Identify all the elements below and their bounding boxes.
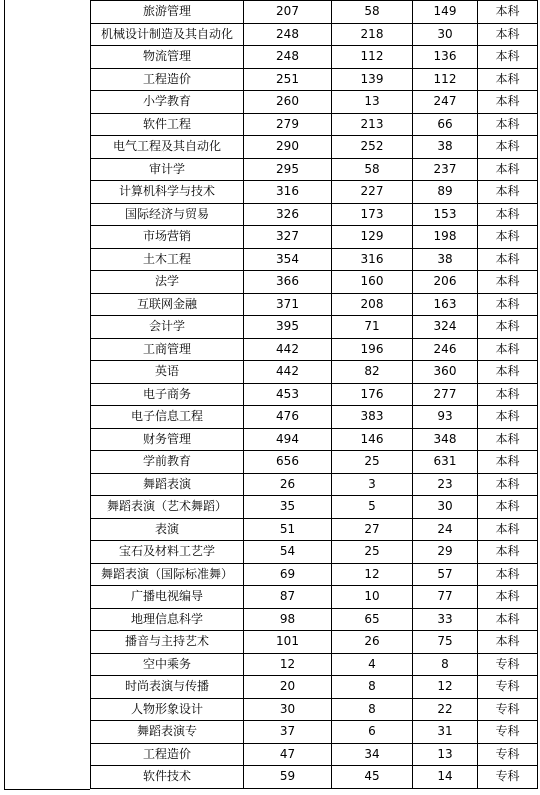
table-row	[91, 428, 538, 451]
count-a-cell: 252	[332, 136, 413, 159]
major-name-cell: 会计学	[91, 316, 244, 339]
total-count-cell: 327	[244, 226, 332, 249]
table-row	[91, 226, 538, 249]
table-row	[91, 473, 538, 496]
count-a-cell: 227	[332, 181, 413, 204]
education-level-cell: 本科	[478, 518, 538, 541]
table-row	[91, 248, 538, 271]
count-b-cell: 237	[413, 158, 478, 181]
education-level-cell: 本科	[478, 496, 538, 519]
education-level-cell: 本科	[478, 338, 538, 361]
count-a-cell: 8	[332, 676, 413, 699]
count-a-cell: 26	[332, 631, 413, 654]
count-a-cell: 45	[332, 766, 413, 789]
count-a-cell: 5	[332, 496, 413, 519]
count-b-cell: 77	[413, 586, 478, 609]
major-name-cell: 英语	[91, 361, 244, 384]
table-row	[91, 653, 538, 676]
education-level-cell: 本科	[478, 226, 538, 249]
table-row	[91, 563, 538, 586]
education-level-cell: 专科	[478, 743, 538, 766]
total-count-cell: 442	[244, 361, 332, 384]
total-count-cell: 395	[244, 316, 332, 339]
education-level-cell: 本科	[478, 203, 538, 226]
count-a-cell: 160	[332, 271, 413, 294]
merged-left-column	[4, 0, 90, 790]
total-count-cell: 248	[244, 46, 332, 69]
education-level-cell: 专科	[478, 766, 538, 789]
table-row	[91, 631, 538, 654]
education-level-cell: 专科	[478, 698, 538, 721]
education-level-cell: 本科	[478, 46, 538, 69]
total-count-cell: 442	[244, 338, 332, 361]
count-a-cell: 12	[332, 563, 413, 586]
major-name-cell: 计算机科学与技术	[91, 181, 244, 204]
table-row	[91, 361, 538, 384]
total-count-cell: 20	[244, 676, 332, 699]
count-a-cell: 34	[332, 743, 413, 766]
total-count-cell: 453	[244, 383, 332, 406]
education-level-cell: 本科	[478, 248, 538, 271]
count-b-cell: 30	[413, 496, 478, 519]
education-level-cell: 本科	[478, 113, 538, 136]
total-count-cell: 251	[244, 68, 332, 91]
count-a-cell: 58	[332, 158, 413, 181]
count-b-cell: 324	[413, 316, 478, 339]
major-name-cell: 电气工程及其自动化	[91, 136, 244, 159]
major-name-cell: 舞蹈表演（国际标准舞）	[91, 563, 244, 586]
table-row	[91, 676, 538, 699]
total-count-cell: 260	[244, 91, 332, 114]
count-b-cell: 206	[413, 271, 478, 294]
education-level-cell: 本科	[478, 428, 538, 451]
education-level-cell: 专科	[478, 676, 538, 699]
table-row	[91, 113, 538, 136]
total-count-cell: 51	[244, 518, 332, 541]
total-count-cell: 494	[244, 428, 332, 451]
education-level-cell: 本科	[478, 23, 538, 46]
education-level-cell: 本科	[478, 406, 538, 429]
count-a-cell: 58	[332, 1, 413, 24]
count-a-cell: 71	[332, 316, 413, 339]
major-name-cell: 空中乘务	[91, 653, 244, 676]
total-count-cell: 207	[244, 1, 332, 24]
education-level-cell: 本科	[478, 361, 538, 384]
table-row	[91, 46, 538, 69]
count-a-cell: 176	[332, 383, 413, 406]
count-a-cell: 27	[332, 518, 413, 541]
count-b-cell: 246	[413, 338, 478, 361]
count-b-cell: 93	[413, 406, 478, 429]
table-row	[91, 608, 538, 631]
total-count-cell: 290	[244, 136, 332, 159]
total-count-cell: 248	[244, 23, 332, 46]
count-b-cell: 13	[413, 743, 478, 766]
count-b-cell: 57	[413, 563, 478, 586]
count-b-cell: 277	[413, 383, 478, 406]
count-a-cell: 82	[332, 361, 413, 384]
count-a-cell: 218	[332, 23, 413, 46]
document-table-frame	[4, 0, 537, 790]
table-row	[91, 451, 538, 474]
table-row	[91, 158, 538, 181]
education-level-cell: 本科	[478, 91, 538, 114]
count-b-cell: 89	[413, 181, 478, 204]
total-count-cell: 35	[244, 496, 332, 519]
count-a-cell: 10	[332, 586, 413, 609]
count-a-cell: 112	[332, 46, 413, 69]
count-a-cell: 196	[332, 338, 413, 361]
major-name-cell: 物流管理	[91, 46, 244, 69]
major-name-cell: 法学	[91, 271, 244, 294]
major-name-cell: 表演	[91, 518, 244, 541]
total-count-cell: 54	[244, 541, 332, 564]
total-count-cell: 69	[244, 563, 332, 586]
major-name-cell: 工商管理	[91, 338, 244, 361]
major-name-cell: 土木工程	[91, 248, 244, 271]
count-a-cell: 13	[332, 91, 413, 114]
major-name-cell: 地理信息科学	[91, 608, 244, 631]
total-count-cell: 37	[244, 721, 332, 744]
education-level-cell: 本科	[478, 383, 538, 406]
education-level-cell: 本科	[478, 631, 538, 654]
count-a-cell: 146	[332, 428, 413, 451]
total-count-cell: 26	[244, 473, 332, 496]
table-row	[91, 68, 538, 91]
count-a-cell: 6	[332, 721, 413, 744]
major-name-cell: 舞蹈表演（艺术舞蹈）	[91, 496, 244, 519]
table-row	[91, 23, 538, 46]
education-level-cell: 本科	[478, 563, 538, 586]
education-level-cell: 本科	[478, 473, 538, 496]
major-name-cell: 舞蹈表演专	[91, 721, 244, 744]
count-b-cell: 153	[413, 203, 478, 226]
count-b-cell: 348	[413, 428, 478, 451]
major-name-cell: 广播电视编导	[91, 586, 244, 609]
total-count-cell: 476	[244, 406, 332, 429]
table-row	[91, 181, 538, 204]
table-row	[91, 518, 538, 541]
table-row	[91, 338, 538, 361]
education-level-cell: 本科	[478, 181, 538, 204]
count-b-cell: 360	[413, 361, 478, 384]
table-row	[91, 271, 538, 294]
major-name-cell: 播音与主持艺术	[91, 631, 244, 654]
footer-cutoff	[4, 790, 537, 795]
major-name-cell: 工程造价	[91, 743, 244, 766]
count-a-cell: 213	[332, 113, 413, 136]
education-level-cell: 本科	[478, 608, 538, 631]
total-count-cell: 656	[244, 451, 332, 474]
education-level-cell: 本科	[478, 271, 538, 294]
major-name-cell: 软件技术	[91, 766, 244, 789]
major-name-cell: 学前教育	[91, 451, 244, 474]
education-level-cell: 本科	[478, 541, 538, 564]
major-name-cell: 旅游管理	[91, 1, 244, 24]
major-name-cell: 电子信息工程	[91, 406, 244, 429]
major-name-cell: 国际经济与贸易	[91, 203, 244, 226]
count-b-cell: 12	[413, 676, 478, 699]
table-row	[91, 586, 538, 609]
major-name-cell: 互联网金融	[91, 293, 244, 316]
major-name-cell: 电子商务	[91, 383, 244, 406]
major-name-cell: 宝石及材料工艺学	[91, 541, 244, 564]
table-row	[91, 541, 538, 564]
major-name-cell: 软件工程	[91, 113, 244, 136]
total-count-cell: 279	[244, 113, 332, 136]
count-a-cell: 3	[332, 473, 413, 496]
total-count-cell: 354	[244, 248, 332, 271]
count-a-cell: 316	[332, 248, 413, 271]
major-statistics-table	[90, 0, 538, 789]
major-name-cell: 审计学	[91, 158, 244, 181]
major-name-cell: 工程造价	[91, 68, 244, 91]
table-row	[91, 766, 538, 789]
table-body	[91, 1, 538, 789]
total-count-cell: 12	[244, 653, 332, 676]
count-b-cell: 14	[413, 766, 478, 789]
education-level-cell: 本科	[478, 136, 538, 159]
education-level-cell: 本科	[478, 586, 538, 609]
table-row	[91, 1, 538, 24]
education-level-cell: 本科	[478, 293, 538, 316]
table-row	[91, 406, 538, 429]
count-a-cell: 139	[332, 68, 413, 91]
count-b-cell: 8	[413, 653, 478, 676]
count-a-cell: 25	[332, 541, 413, 564]
total-count-cell: 30	[244, 698, 332, 721]
count-b-cell: 30	[413, 23, 478, 46]
education-level-cell: 本科	[478, 68, 538, 91]
major-name-cell: 财务管理	[91, 428, 244, 451]
total-count-cell: 295	[244, 158, 332, 181]
count-a-cell: 208	[332, 293, 413, 316]
count-b-cell: 149	[413, 1, 478, 24]
total-count-cell: 316	[244, 181, 332, 204]
count-b-cell: 24	[413, 518, 478, 541]
count-a-cell: 173	[332, 203, 413, 226]
count-b-cell: 163	[413, 293, 478, 316]
table-row	[91, 136, 538, 159]
count-b-cell: 33	[413, 608, 478, 631]
count-b-cell: 112	[413, 68, 478, 91]
table-row	[91, 743, 538, 766]
table-row	[91, 698, 538, 721]
count-b-cell: 29	[413, 541, 478, 564]
count-a-cell: 25	[332, 451, 413, 474]
count-a-cell: 8	[332, 698, 413, 721]
total-count-cell: 371	[244, 293, 332, 316]
table-row	[91, 316, 538, 339]
count-b-cell: 136	[413, 46, 478, 69]
count-b-cell: 247	[413, 91, 478, 114]
count-b-cell: 38	[413, 136, 478, 159]
count-b-cell: 66	[413, 113, 478, 136]
count-b-cell: 31	[413, 721, 478, 744]
total-count-cell: 366	[244, 271, 332, 294]
count-b-cell: 38	[413, 248, 478, 271]
table-row	[91, 496, 538, 519]
total-count-cell: 87	[244, 586, 332, 609]
total-count-cell: 101	[244, 631, 332, 654]
count-a-cell: 65	[332, 608, 413, 631]
count-a-cell: 383	[332, 406, 413, 429]
count-b-cell: 198	[413, 226, 478, 249]
major-name-cell: 人物形象设计	[91, 698, 244, 721]
major-name-cell: 机械设计制造及其自动化	[91, 23, 244, 46]
count-b-cell: 22	[413, 698, 478, 721]
total-count-cell: 59	[244, 766, 332, 789]
education-level-cell: 专科	[478, 721, 538, 744]
count-a-cell: 4	[332, 653, 413, 676]
table-row	[91, 383, 538, 406]
table-row	[91, 203, 538, 226]
table-row	[91, 91, 538, 114]
table-row	[91, 721, 538, 744]
education-level-cell: 本科	[478, 158, 538, 181]
major-name-cell: 舞蹈表演	[91, 473, 244, 496]
count-b-cell: 75	[413, 631, 478, 654]
education-level-cell: 本科	[478, 316, 538, 339]
education-level-cell: 本科	[478, 451, 538, 474]
total-count-cell: 326	[244, 203, 332, 226]
count-a-cell: 129	[332, 226, 413, 249]
major-name-cell: 时尚表演与传播	[91, 676, 244, 699]
table-row	[91, 293, 538, 316]
major-name-cell: 小学教育	[91, 91, 244, 114]
education-level-cell: 本科	[478, 1, 538, 24]
total-count-cell: 47	[244, 743, 332, 766]
total-count-cell: 98	[244, 608, 332, 631]
count-b-cell: 23	[413, 473, 478, 496]
count-b-cell: 631	[413, 451, 478, 474]
education-level-cell: 专科	[478, 653, 538, 676]
major-name-cell: 市场营销	[91, 226, 244, 249]
